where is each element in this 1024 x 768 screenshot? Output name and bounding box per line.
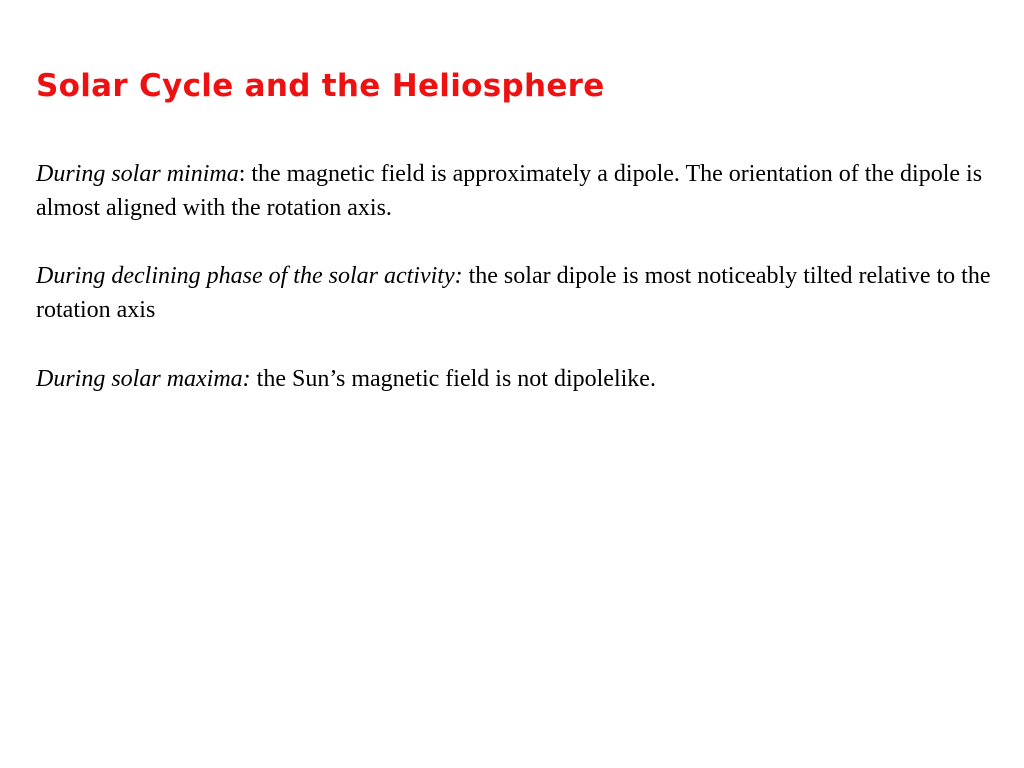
paragraph-lead: During solar maxima: — [36, 366, 251, 392]
paragraph-declining-phase — [36, 259, 996, 327]
paragraph-solar-minima — [36, 157, 996, 225]
paragraph-text: the solar dipole is most noticeably tilted relative to the rotation axis — [36, 263, 991, 323]
paragraph-text: : the magnetic field is approximately a dipole. The orientation of the dipole is almost aligned with the rotation axis. — [36, 161, 983, 221]
paragraph-text: the Sun’s magnetic field is not dipolelike. — [250, 366, 656, 392]
slide-title: Solar Cycle and the Heliosphere — [36, 68, 605, 104]
paragraph-lead: During declining phase of the solar activity: — [36, 263, 463, 289]
paragraph-lead: During solar minima — [36, 161, 239, 187]
paragraph-solar-maxima — [36, 362, 996, 396]
